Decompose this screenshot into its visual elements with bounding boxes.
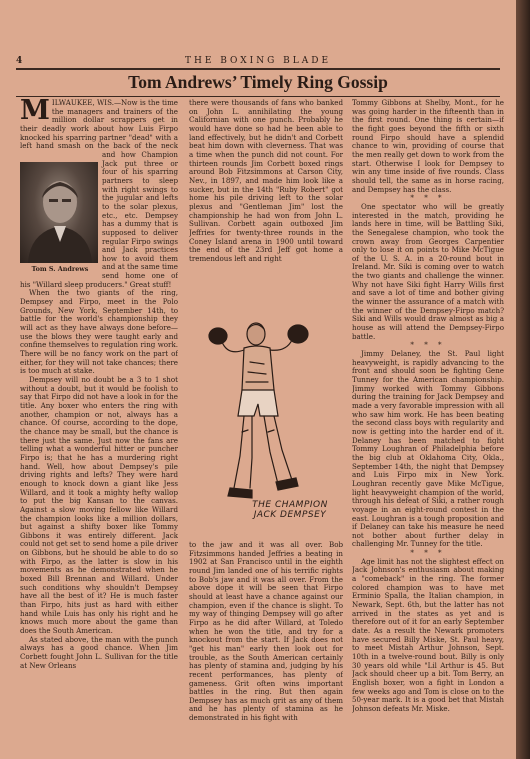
dempsey-illustration [194,312,338,538]
illustration-caption [244,500,336,520]
column-2-bottom [189,541,343,754]
header-rule [16,68,500,70]
article-headline: Tom Andrews’ Timely Ring Gossip [128,72,388,92]
section-separator: * * * [410,193,446,203]
running-header [16,56,500,68]
column-2-top [189,99,343,295]
paragraph: Age limit has not the slightest effect on Jack Johnson's enthusiasm about making a "comeback" in the ring. The former colored champion was to have met Erminio Spalla, the Italian champion, in Newark, Sept. 6th, but the latter has not arrived in the states as yet and is therefore out of it for an early September date. As a result the Newark promoters have secured Billy Miske, St. Paul heavy, to meet Mistah Arthur Johnson, Sept. 10th in a twelve-round bout. Billy is only 30 years old while "Lil Arthur is 45. But Jack should cheer up a bit. Tom Berry, an English boxer, won a fight in London a few weeks ago and Tom is close on to the 50-year mark. It is a good bet that Mistah Johnson defeats Mr. Miske. [352,556,504,713]
paragraph: Tommy Gibbons at Shelby, Mont., for he was going harder in the fifteenth than in the first round. One thing is certain—if the fight goes beyond the fifth or sixth round Firpo should have a splendid chance to win, providing of course that the men really get down to work from the start. Otherwise I look for Dempsey to win any time inside of five rounds. Class should tell, the same as in horse racing, and Dempsey has the class. [352,99,504,194]
caption-line-2: JACK DEMPSEY [253,510,327,520]
section-separator: * * * [410,340,446,350]
page-edge [516,0,530,759]
paragraph: When the two giants of the ring, Dempsey and Firpo, meet in the Polo Grounds, New York, September 14th, to battle for the world's championship they will act as they have always done before—use the blows they were taught early and confine themselves to regulation ring work. There will be no fancy work on the part of either, for they will not take chances; there is too much at stake. [20,288,178,376]
caption-line-1: THE CHAMPION [252,500,328,510]
author-portrait-image [20,162,98,263]
paragraph: ILWAUKEE, WIS.—Now is the time the managers and trainers of the million dollar scrappers get in their deadly work about how Luis Firpo knocked his sparring partner "dead" with a left hand smash on the back of the neck and how Champion Jack put three or four of his sparring partners to sleep with right swings to the jugular and lefts to the solar plexus, etc., etc. Dempsey has a dummy that is supposed to deliver regular Firpo swings and Jack practices how to avoid them and at the same time send home one of his "Willard sleep producers." Great stuff! [20,99,178,289]
paragraph: to the jaw and it was all over. Bob Fitzsimmons handed Jeffries a beating in 1902 at San Francisco until in the eighth round Jim landed one of his terrific rights to Bob's jaw and it was all over. From the above dope it will be seen that Firpo should at least have a chance against our champion, even if the chance is slight. To my way of thinging Dempsey will go after Firpo as he did after Willard, at Toledo when he won the title, and try for a knockout from the start. If Jack does not "get his man" early then look out for trouble, as the South American certainly has plenty of stamina and, judging by his recent performances, has plenty of gameness. Grit often wins important battles in the ring. But then again Dempsey has as much grit as any of them and he has plenty of stamina as he demonstrated in his fight with [189,541,343,723]
section-separator: * * * [410,548,446,558]
page-number: 4 [16,56,23,66]
column-3 [352,99,504,754]
paragraph: Dempsey will no doubt be a 3 to 1 shot without a doubt, but it would be foolish to say that Firpo did not have a look in for the title. Any boxer who enters the ring with another, champion or not, always has a chance. Of course, according to the dope, the chance may be small, but the chance is there just the same. Just now the fans are telling what a wonderful hitter or puncher Firpo is; that he has a murdering right hand. Well, how about Dempsey's pile driving rights and lefts? They were hard enough to knock down a giant like Jess Willard, and it took a mighty hefty wallop to put the big Kansan to the canvas. Against a slow moving fellow like Willard the champion looks like a million dollars, but against a shifty boxer like Tommy Gibbons it was entirely different. Jack could not get set to send home a pile driver on Gibbons, but he should be able to do so with Firpo, as the latter is slow in his movements as he demonstrated when he boxed Bill Brennan and Willard. Under such conditions why shouldn't Dempsey have all the best of it? He is much faster than Firpo, hits just as hard with either hand while Luis has only his right and he knows much more about the game than does the South American. [20,375,178,636]
paragraph: One spectator who will be greatly interested in the match, providing he lands here in time, will be Battling Siki, the Senegalese champion, who took the crown away from Georges Carpentier only to lose it on points to Mike McTigue of the U. S. A. in a 20-round bout in Ireland. Mr. Siki is coming over to watch the two giants and challenge the winner. Why not have Siki fight Harry Wills first and save a lot of time and bother giving the winner the assurance of a match with the winner of the Dempsey-Firpo match? Siki and Wills would draw almost as big a house as will attend the Dempsey-Firpo battle. [352,201,504,341]
drop-cap: M [20,99,50,126]
headline-rule [16,96,500,97]
paragraph: there were thousands of fans who banked on John L. annihilating the young Californian with one punch. Probably he would have done so had he been able to land effectively, but he didn't and Corbett beat him down with cleverness. That was a time when the punch did not count. For thirteen rounds Jim Corbett boxed rings around Bob Fitzsimmons at Carson City, Nev., in 1897, and made him look like a sucker, but in the 14th "Ruby Robert" got home his pile driving left to the solar plexus and "Gentleman Jim" lost the championship he had won from John L. Sullivan. Corbett again outboxed Jim Jeffries for twenty-three rounds in the Coney Island arena in 1900 until toward the end of the 23rd Jeff got home a tremendous left and right [189,99,343,263]
author-photo-frame [20,162,100,278]
photo-caption: Tom S. Andrews [31,265,89,273]
paragraph: As stated above, the man with the punch always has a good chance. When Jim Corbett fought John L. Sullivan for the title at New Orleans [20,634,178,670]
magazine-title: THE BOXING BLADE [184,56,332,66]
paragraph: Jimmy Delaney, the St. Paul light heavyweight, is rapidly advancing to the front and should soon be fighting Gene Tunney for the American championship. Jimmy worked with Tommy Gibbons during the training for Jack Dempsey and made a very favorable impression with all who saw him work. He has been beating the second class boys with regularity and now is getting into the harder end of it. Delaney has been matched to fight Tommy Loughran of Philadelphia before the big club at Oklahoma City, Okla., September 14th, the night that Dempsey and Luis Firpo mix in New York. Loughran recently gave Mike McTigue, light heavyweight champion of the world, through his defeat of Siki, a rather rough voyage in an eight-round contest in the east. Loughran is a tough proposition and if Delaney can take his measure he need not bother about further delay in challenging Mr. Tunney for the title. [352,349,504,549]
portrait-icon [20,162,98,263]
